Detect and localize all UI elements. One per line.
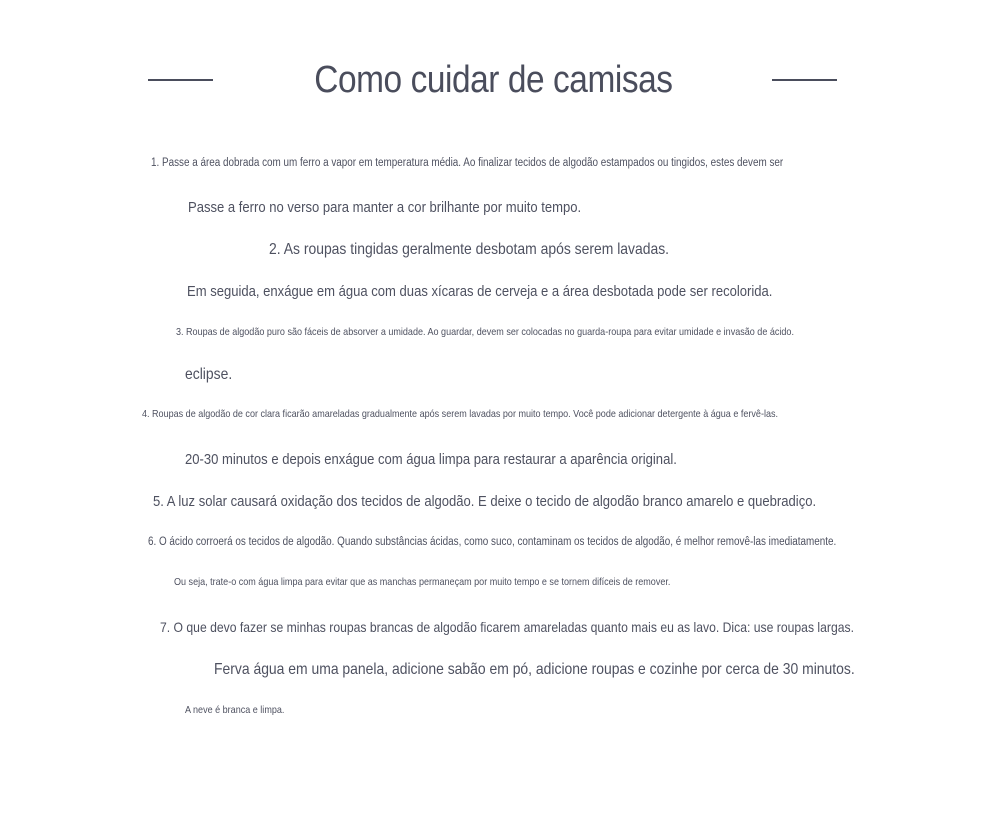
text-line-3: 2. As roupas tingidas geralmente desbotam após serem lavadas. xyxy=(269,241,670,258)
title-rule-right xyxy=(772,79,837,81)
text-line-6: eclipse. xyxy=(185,366,233,383)
text-line-10: 6. O ácido corroerá os tecidos de algodão. Quando substâncias ácidas, como suco, contaminam os tecidos de algodão, é melhor removê-las imediatamente. xyxy=(148,536,837,548)
text-line-11: Ou seja, trate-o com água limpa para evitar que as manchas permaneçam por muito tempo e se tornem difíceis de remover. xyxy=(174,576,671,588)
text-line-9: 5. A luz solar causará oxidação dos tecidos de algodão. E deixe o tecido de algodão branco amarelo e quebradiço. xyxy=(153,493,817,510)
text-line-2: Passe a ferro no verso para manter a cor brilhante por muito tempo. xyxy=(188,199,582,216)
text-line-1: 1. Passe a área dobrada com um ferro a vapor em temperatura média. Ao finalizar tecidos de algodão estampados ou tingidos, estes devem ser xyxy=(151,157,784,169)
page-title: Como cuidar de camisas xyxy=(314,59,673,101)
text-line-14: A neve é branca e limpa. xyxy=(185,704,285,716)
text-line-5: 3. Roupas de algodão puro são fáceis de absorver a umidade. Ao guardar, devem ser colocadas no guarda-roupa para evitar umidade e invasão de ácido. xyxy=(176,326,794,338)
text-line-8: 20-30 minutos e depois enxágue com água limpa para restaurar a aparência original. xyxy=(185,451,677,468)
title-block xyxy=(0,52,987,108)
text-line-4: Em seguida, enxágue em água com duas xícaras de cerveja e a área desbotada pode ser recolorida. xyxy=(187,283,773,300)
text-line-12: 7. O que devo fazer se minhas roupas brancas de algodão ficarem amareladas quanto mais eu as lavo. Dica: use roupas largas. xyxy=(160,619,854,635)
text-line-13: Ferva água em uma panela, adicione sabão em pó, adicione roupas e cozinhe por cerca de 30 minutos. xyxy=(214,661,855,678)
text-line-7: 4. Roupas de algodão de cor clara ficarão amareladas gradualmente após serem lavadas por muito tempo. Você pode adicionar detergente à água e fervê-las. xyxy=(142,408,779,420)
